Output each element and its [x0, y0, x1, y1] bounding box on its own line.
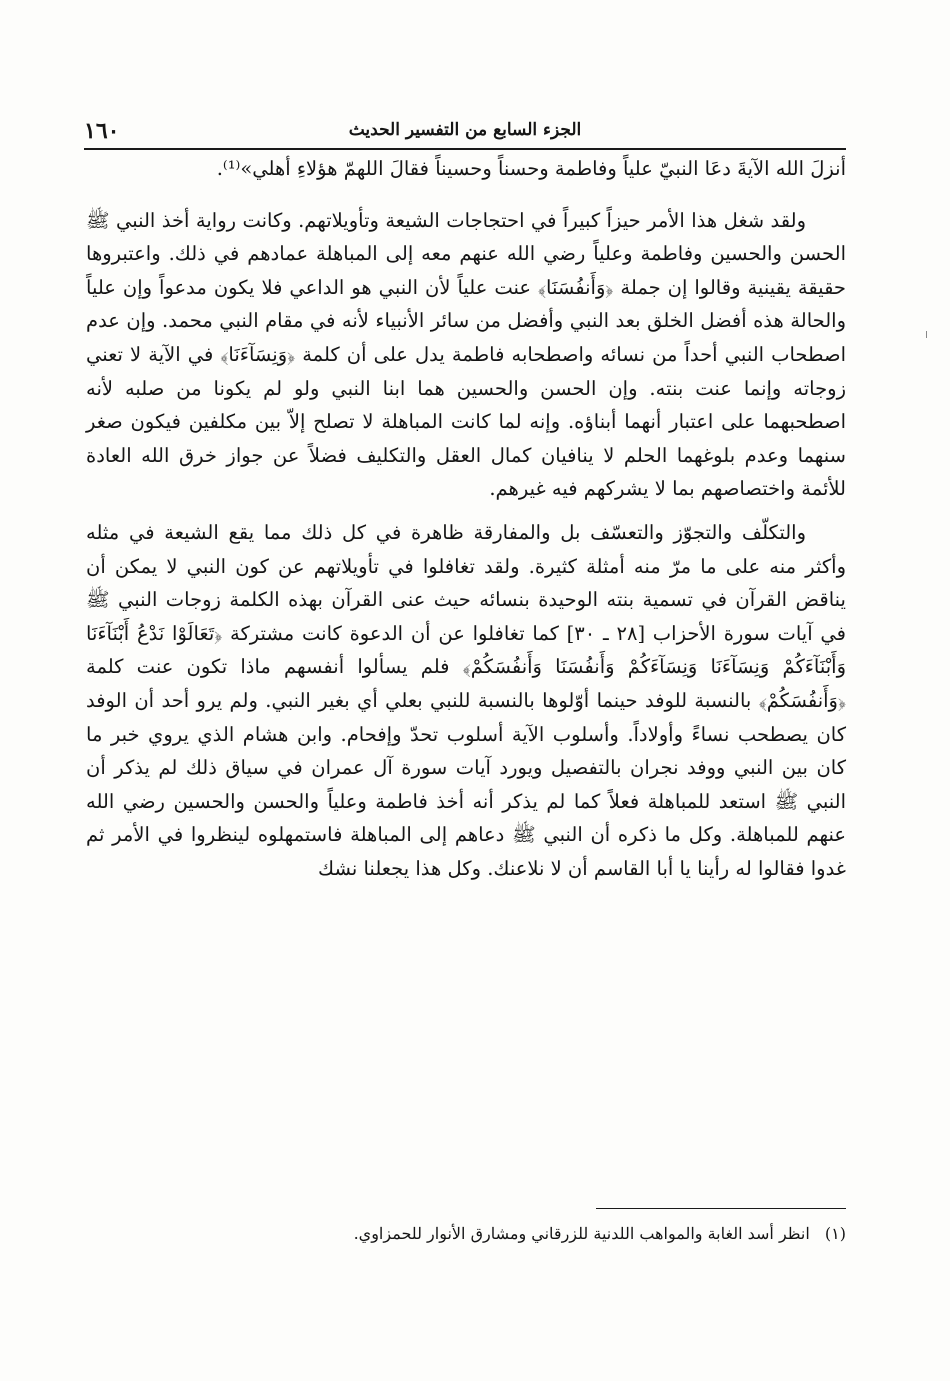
page-header [84, 118, 846, 150]
running-title: الجزء السابع من التفسير الحديث [348, 120, 582, 140]
paragraph-3: والتكلّف والتجوّز والتعسّف بل والمفارقة ظاهرة في كل ذلك مما يقع الشيعة في مثله وأكثر منه على ما مرّ منه أمثلة كثيرة. ولقد تغافلوا في تأويلاتهم عن كون النبي لا يمكن أن يناقض القرآن في تسمية بنته الوحيدة بنسائه حيث عنى القرآن بهذه الكلمة زوجات النبي ﷺ في آيات سورة الأحزاب [٢٨ ـ ٣٠] كما تغافلوا عن أن الدعوة كانت مشتركة ﴿تَعَالَوْا نَدْعُ أَبْنَآءَنَا وَأَبْنَآءَكُمْ وَنِسَآءَنَا وَنِسَآءَكُمْ وَأَنفُسَنَا وَأَنفُسَكُمْ﴾ فلم يسألوا أنفسهم ماذا تكون عنت كلمة ﴿وَأَنفُسَكُمْ﴾ بالنسبة للوفد حينما أوّلوها بالنسبة للنبي بعلي أي بغير النبي. ولم يرو أحد أن الوفد كان يصطحب نساءً وأولاداً. وأسلوب الآية أسلوب تحدّ وإفحام. وابن هشام الذي يروي خبر ما كان بين النبي ووفد نجران بالتفصيل ويورد آيات سورة آل عمران في سياق ذلك لم يذكر أن النبي ﷺ استعد للمباهلة فعلاً كما لم يذكر أنه أخذ فاطمة وعلياً والحسن والحسين رضي الله عنهم للمباهلة. وكل ما ذكره أن النبي ﷺ دعاهم إلى المباهلة فاستمهلوه لينظروا في الأمر ثم غدوا فقالوا له رأينا يا أبا القاسم أن لا نلاعنك. وكل هذا يجعلنا نشك [86, 520, 846, 880]
footnote [86, 1220, 846, 1248]
footnote-text: انظر أسد الغابة والمواهب اللدنية للزرقاني ومشارق الأنوار للحمزاوي. [353, 1224, 810, 1243]
paragraph-2: ولقد شغل هذا الأمر حيزاً كبيراً في احتجاجات الشيعة وتأويلاتهم. وكانت رواية أخذ النبي ﷺ الحسن والحسين وفاطمة وعلياً رضي الله عنهم معه إلى المباهلة عمادهم في ذلك. واعتبروها حقيقة يقينية وقالوا إن جملة ﴿وَأَنفُسَنَا﴾ عنت علياً لأن النبي هو الداعي فلا يكون مدعواً وإن علياً والحالة هذه أفضل الخلق بعد النبي وأفضل من سائر الأنبياء لأنه في مقام النبي محمد. وإن عدم اصطحاب النبي أحداً من نسائه واصطحابه فاطمة يدل على أن كلمة ﴿وَنِسَآءَنَا﴾ في الآية لا تعني زوجاته وإنما عنت بنته. وإن الحسن والحسين هما ابنا النبي ولو لم يكونا من صلبه لأنه اصطحبهما على اعتبار أنهما أبناؤه. وإنه لما كانت المباهلة لا تصلح إلاّ بين مكلفين فيكون صغر سنهما وعدم بلوغهما الحلم لا ينافيان كمال العقل والتكليف فضلاً عن جواز خرق الله العادة للأئمة واختصاصهم بما لا يشركهم فيه غيرهم. [86, 208, 846, 501]
footnote-divider [596, 1208, 846, 1209]
body-text [86, 152, 846, 895]
footnote-marker: (١) [824, 1224, 846, 1243]
page-number: ١٦٠ [84, 118, 120, 144]
margin-mark [926, 331, 927, 338]
paragraph-1: أنزلَ الله الآيةَ دعَا النبيّ علياً وفاطمة وحسناً وحسيناً فقالَ اللهمّ هؤلاءِ أهلي»⁽¹⁾. [216, 157, 846, 180]
